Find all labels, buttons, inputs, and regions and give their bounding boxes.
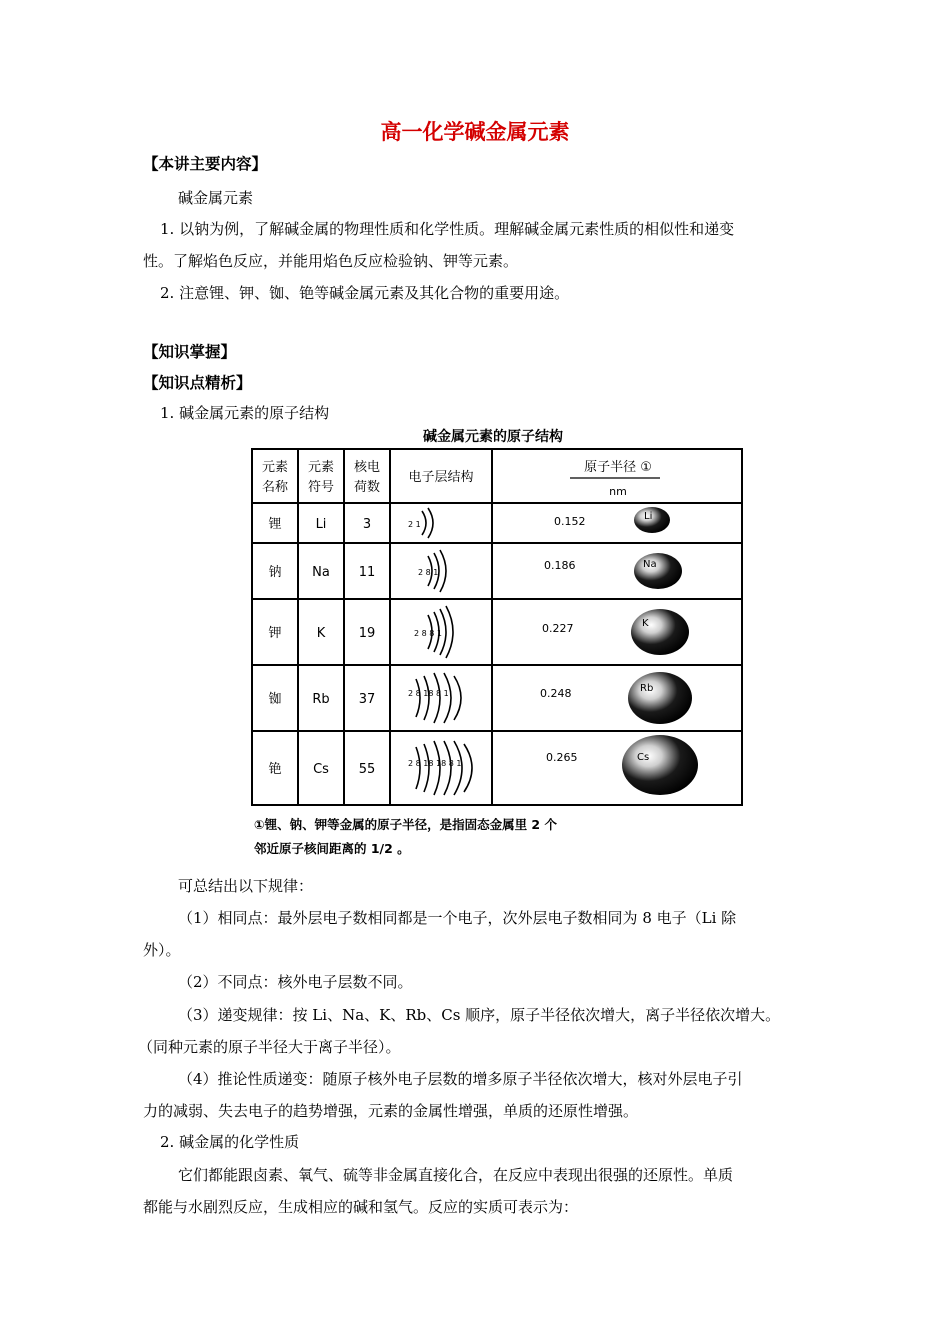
point-2-line-2: 都能与水剧烈反应，生成相应的碱和氢气。反应的实质可表示为：: [143, 1198, 579, 1216]
header-unit: nm: [609, 485, 627, 498]
header-shells: 电子层结构: [408, 470, 474, 485]
header-name-2: 名称: [261, 480, 289, 495]
row-symbol: K: [316, 626, 326, 641]
atom-ball: [634, 553, 682, 589]
page-title: 高一化学碱金属元素: [380, 120, 570, 144]
header-symbol-2: 符号: [307, 480, 335, 495]
shell-arcs: [416, 673, 461, 723]
atom-ball-label: Li: [644, 511, 653, 522]
knowledge-heading: 【知识掌握】: [143, 343, 237, 361]
rule-4-line-2: 力的减弱、失去电子的趋势增强，元素的金属性增强，单质的还原性增强。: [143, 1102, 639, 1120]
topic-text: 碱金属元素: [178, 189, 254, 207]
row-charge: 55: [358, 762, 376, 777]
row-symbol: Na: [312, 565, 330, 580]
objective-1-line-1: 1. 以钠为例，了解碱金属的物理性质和化学性质。理解碱金属元素性质的相似性和递变: [160, 220, 735, 238]
atom-ball-label: K: [642, 618, 649, 629]
radius-value: 0.265: [546, 751, 578, 764]
shell-config: 2 8 18 8 1: [408, 689, 449, 698]
row-charge: 19: [358, 626, 376, 641]
row-name: 钾: [268, 626, 282, 641]
objective-1-line-2: 性。了解焰色反应，并能用焰色反应检验钠、钾等元素。: [143, 252, 519, 270]
row-charge: 37: [358, 692, 376, 707]
row-charge: 3: [362, 517, 372, 532]
row-name: 铯: [268, 762, 282, 777]
shell-config: 2 8 18 18 8 1: [408, 759, 462, 768]
row-name: 锂: [268, 517, 282, 532]
rule-3-line-1: （3）递变规律：按 Li、Na、K、Rb、Cs 顺序，原子半径依次增大，离子半径依次增大。: [178, 1006, 781, 1024]
atomic-structure-figure: [248, 425, 748, 865]
radius-value: 0.186: [544, 559, 576, 572]
row-symbol: Li: [315, 517, 327, 532]
radius-value: 0.248: [540, 687, 572, 700]
figure-footnote-line-2: 邻近原子核间距离的 1/2 。: [254, 841, 410, 856]
header-symbol-1: 元素: [307, 460, 335, 475]
radius-value: 0.227: [542, 622, 574, 635]
rule-1-line-2: 外）。: [143, 941, 181, 959]
header-charge-2: 荷数: [353, 480, 381, 495]
shell-config: 2 8 1: [418, 568, 439, 577]
atom-ball: [631, 609, 689, 655]
point-2-line-1: 它们都能跟卤素、氧气、硫等非金属直接化合，在反应中表现出很强的还原性。单质: [178, 1166, 734, 1184]
knowledge-points-heading: 【知识点精析】: [143, 374, 252, 392]
objective-2: 2. 注意锂、钾、铷、铯等碱金属元素及其化合物的重要用途。: [160, 284, 570, 302]
atom-ball: [628, 672, 692, 724]
figure-caption: 碱金属元素的原子结构: [423, 429, 563, 445]
header-radius: 原子半径 ①: [584, 460, 652, 475]
rules-intro: 可总结出以下规律：: [178, 877, 314, 895]
point-1-heading: 1. 碱金属元素的原子结构: [160, 404, 330, 422]
figure-footnote-line-1: ①锂、钠、钾等金属的原子半径，是指固态金属里 2 个: [254, 817, 557, 832]
atom-ball-label: Cs: [637, 752, 650, 763]
atom-ball-label: Na: [643, 559, 657, 570]
rule-1-line-1: （1）相同点：最外层电子数相同都是一个电子，次外层电子数相同为 8 电子（Li 除: [178, 909, 737, 927]
rule-4-line-1: （4）推论性质递变：随原子核外电子层数的增多原子半径依次增大，核对外层电子引: [178, 1070, 743, 1088]
shell-arcs: [422, 508, 433, 538]
atom-ball: [622, 735, 698, 795]
shell-arcs: [416, 741, 472, 795]
row-symbol: Cs: [313, 762, 329, 777]
atom-ball-label: Rb: [640, 683, 654, 694]
header-charge-1: 核电: [353, 460, 381, 475]
shell-config: 2 8 8 1: [414, 629, 442, 638]
row-charge: 11: [358, 565, 376, 580]
point-2-heading: 2. 碱金属的化学性质: [160, 1133, 300, 1151]
rule-2: （2）不同点：核外电子层数不同。: [178, 973, 413, 991]
main-content-heading: 【本讲主要内容】: [143, 155, 268, 173]
row-name: 铷: [268, 692, 282, 707]
radius-value: 0.152: [554, 515, 586, 528]
rule-3-line-2: （同种元素的原子半径大于离子半径）。: [138, 1038, 401, 1056]
shell-config: 2 1: [408, 520, 421, 529]
row-name: 钠: [268, 565, 282, 580]
header-name-1: 元素: [261, 460, 289, 475]
row-symbol: Rb: [312, 692, 330, 707]
